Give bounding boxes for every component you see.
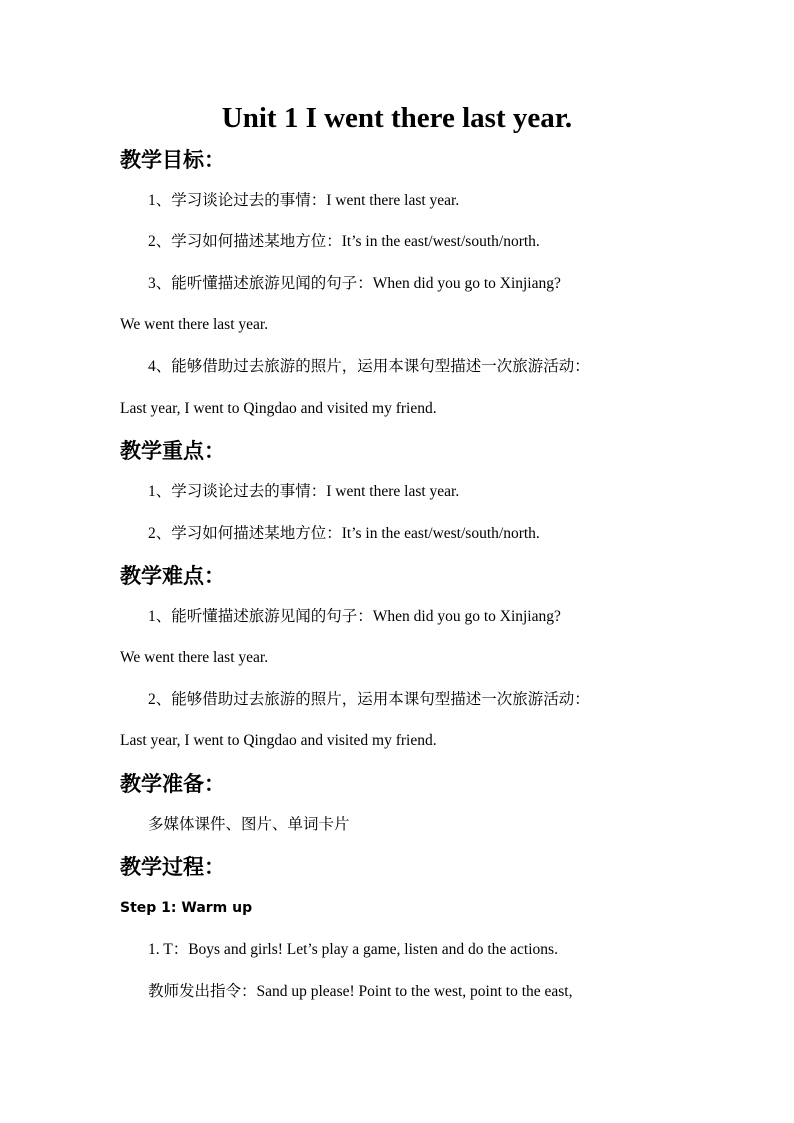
step-1-heading: Step 1: Warm up — [120, 900, 253, 916]
section-heading-difficulties: 教学难点： — [120, 564, 225, 588]
section-heading-process: 教学过程： — [120, 855, 225, 879]
process-line-2: 教师发出指令：Sand up please! Point to the west, point to the east, — [148, 983, 573, 1000]
section-heading-key-points: 教学重点： — [120, 439, 225, 463]
difficulty-line-1: 1、能听懂描述旅游见闻的句子：When did you go to Xinjiang? — [148, 608, 561, 625]
goal-line-2: 2、学习如何描述某地方位：It’s in the east/west/south/north. — [148, 233, 540, 250]
preparation-line-1: 多媒体课件、图片、单词卡片 — [148, 816, 350, 833]
goal-line-3-cont: We went there last year. — [120, 316, 269, 333]
section-heading-goals: 教学目标： — [120, 148, 225, 172]
goal-line-1: 1、学习谈论过去的事情：I went there last year. — [148, 192, 460, 209]
goal-line-4: 4、能够借助过去旅游的照片，运用本课句型描述一次旅游活动： — [148, 358, 590, 375]
key-point-line-1: 1、学习谈论过去的事情：I went there last year. — [148, 483, 460, 500]
process-line-1: 1. T：Boys and girls! Let’s play a game, listen and do the actions. — [148, 941, 558, 958]
section-heading-preparation: 教学准备： — [120, 772, 225, 796]
page-title: Unit 1 I went there last year. — [221, 102, 573, 134]
difficulty-line-2-cont: Last year, I went to Qingdao and visited my friend. — [120, 732, 437, 749]
goal-line-3: 3、能听懂描述旅游见闻的句子：When did you go to Xinjiang? — [148, 275, 561, 292]
difficulty-line-1-cont: We went there last year. — [120, 649, 269, 666]
key-point-line-2: 2、学习如何描述某地方位：It’s in the east/west/south/north. — [148, 525, 540, 542]
difficulty-line-2: 2、能够借助过去旅游的照片，运用本课句型描述一次旅游活动： — [148, 691, 590, 708]
goal-line-4-cont: Last year, I went to Qingdao and visited my friend. — [120, 400, 437, 417]
